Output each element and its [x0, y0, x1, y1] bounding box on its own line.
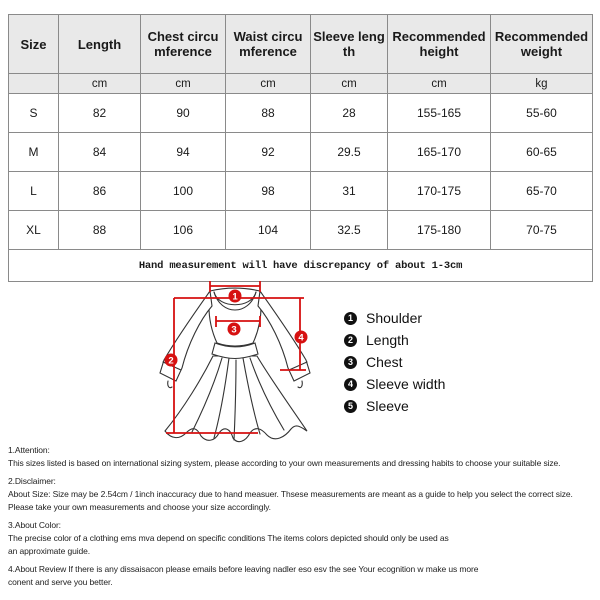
value-cell: 55-60: [491, 94, 593, 133]
circled-number-icon: 5: [344, 400, 357, 413]
table-row-xl: [9, 211, 593, 250]
unit-cell: cm: [59, 74, 141, 94]
value-cell: 32.5: [311, 211, 388, 250]
legend-item-sleeve-width: [344, 373, 445, 395]
note-text: Please take your own measurements and choose your size accordingly.: [8, 502, 271, 512]
legend-item-shoulder: [344, 307, 445, 329]
value-cell: 165-170: [388, 133, 491, 172]
value-cell: 104: [226, 211, 311, 250]
value-cell: 175-180: [388, 211, 491, 250]
value-cell: 84: [59, 133, 141, 172]
table-row-m: [9, 133, 593, 172]
circled-number-icon: 2: [344, 334, 357, 347]
header-cell-size: Size: [9, 15, 59, 74]
circled-number-icon: 4: [344, 378, 357, 391]
value-cell: 82: [59, 94, 141, 133]
value-cell: 65-70: [491, 172, 593, 211]
notes-section: [8, 444, 598, 594]
value-cell: 92: [226, 133, 311, 172]
note-heading: 3.About Color:: [8, 520, 61, 530]
note-attention: [8, 444, 598, 470]
note-heading: 2.Disclaimer:: [8, 476, 56, 486]
header-cell-length: Length: [59, 15, 141, 74]
legend-item-chest: [344, 351, 445, 373]
note-heading: 1.Attention:: [8, 445, 50, 455]
note-about-review: [8, 563, 598, 589]
value-cell: 106: [141, 211, 226, 250]
note-about-color: [8, 519, 598, 558]
size-cell: M: [9, 133, 59, 172]
measurement-legend: [344, 307, 445, 417]
legend-item-length: [344, 329, 445, 351]
value-cell: 100: [141, 172, 226, 211]
note-text: an approximate guide.: [8, 546, 91, 556]
marker-number-2: 2: [168, 355, 174, 367]
value-cell: 94: [141, 133, 226, 172]
value-cell: 88: [226, 94, 311, 133]
unit-cell: cm: [226, 74, 311, 94]
header-cell-chest: Chest circumference: [141, 15, 226, 74]
legend-label: Length: [366, 332, 409, 348]
value-cell: 31: [311, 172, 388, 211]
header-cell-weight: Recommended weight: [491, 15, 593, 74]
value-cell: 86: [59, 172, 141, 211]
size-cell: S: [9, 94, 59, 133]
size-chart-table: [8, 14, 593, 282]
value-cell: 170-175: [388, 172, 491, 211]
legend-label: Sleeve: [366, 398, 409, 414]
legend-label: Sleeve width: [366, 376, 446, 392]
unit-cell: cm: [311, 74, 388, 94]
table-row-l: [9, 172, 593, 211]
note-text: 4.About Review If there is any dissaisacon please emails before leaving nadler eso esv the see Your ecognition w make us more: [8, 564, 479, 574]
dress-drawing: [160, 288, 310, 442]
header-cell-height: Recommended height: [388, 15, 491, 74]
unit-cell: cm: [141, 74, 226, 94]
value-cell: 70-75: [491, 211, 593, 250]
unit-cell: [9, 74, 59, 94]
value-cell: 155-165: [388, 94, 491, 133]
unit-cell: kg: [491, 74, 593, 94]
marker-number-1: 1: [232, 291, 238, 303]
legend-label: Shoulder: [366, 310, 423, 326]
value-cell: 90: [141, 94, 226, 133]
legend-item-sleeve: [344, 395, 445, 417]
unit-cell: cm: [388, 74, 491, 94]
value-cell: 60-65: [491, 133, 593, 172]
header-cell-waist: Waist circumference: [226, 15, 311, 74]
marker-number-4: 4: [298, 332, 304, 344]
circled-number-icon: 3: [344, 356, 357, 369]
table-row-s: [9, 94, 593, 133]
value-cell: 98: [226, 172, 311, 211]
note-text: The precise color of a clothing ems mva depend on specific conditions The items colors depicted should only be used as: [8, 533, 449, 543]
value-cell: 29.5: [311, 133, 388, 172]
dress-measurement-diagram: [138, 280, 342, 450]
size-cell: L: [9, 172, 59, 211]
measurement-note: Hand measurement will have discrepancy of about 1-3cm: [9, 250, 593, 282]
note-text: conent and serve you better.: [8, 577, 113, 587]
note-text: This sizes listed is based on international sizing system, please according to your own measurements and dressing habits to choose your suitable size.: [8, 458, 561, 468]
legend-label: Chest: [366, 354, 403, 370]
note-disclaimer: [8, 475, 598, 514]
size-cell: XL: [9, 211, 59, 250]
table-header-row: [9, 15, 593, 74]
value-cell: 28: [311, 94, 388, 133]
marker-number-3: 3: [231, 324, 237, 336]
table-note-row: [9, 250, 593, 282]
table-units-row: [9, 74, 593, 94]
circled-number-icon: 1: [344, 312, 357, 325]
value-cell: 88: [59, 211, 141, 250]
header-cell-sleeve-length: Sleeve length: [311, 15, 388, 74]
note-text: About Size: Size may be 2.54cm / 1inch inaccuracy due to hand measuer. Thsese measurements are meant as a guide to help you select the correct size.: [8, 489, 573, 499]
